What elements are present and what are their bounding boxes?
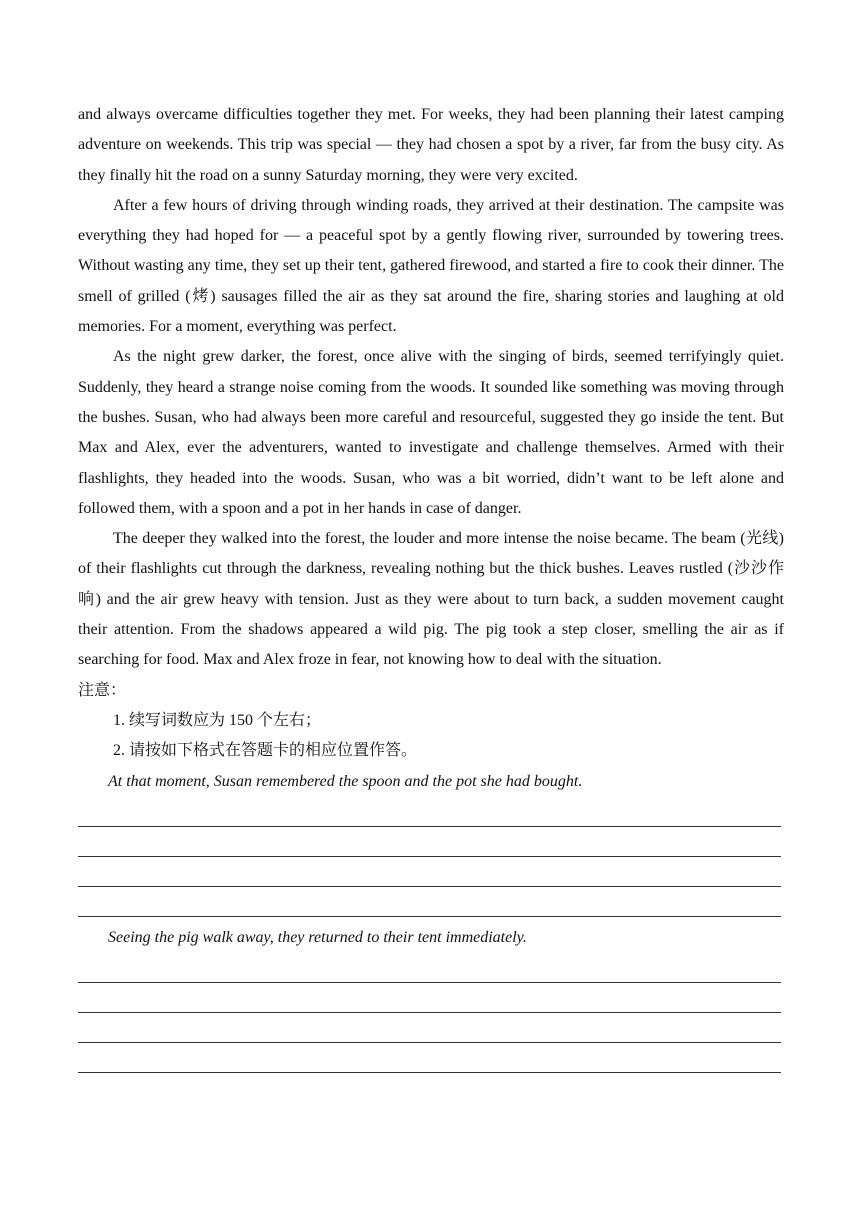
answer-line[interactable] [78,1013,781,1043]
answer-line[interactable] [78,827,781,857]
answer-line[interactable] [78,797,781,827]
passage-paragraph-4: The deeper they walked into the forest, the louder and more intense the noise became. The beam (光线) of their flashlights cut through the darkness, revealing nothing but the thick bushes. Leaves rustled (沙沙作响) and the air grew heavy with tension. Just as they were about to turn back, a sudden movement caught their attention. From the shadows appeared a wild pig. The pig took a step closer, smelling the air as if searching for food. Max and Alex froze in fear, not knowing how to deal with the situation. [78,530,784,669]
notes-label: 注意： [78,681,127,699]
answer-line[interactable] [78,857,781,887]
answer-line[interactable] [78,983,781,1013]
answer-line[interactable] [78,1043,781,1073]
note-item-1: 1. 续写词数应为 150 个左右； [113,711,322,729]
passage-paragraph-2: After a few hours of driving through winding roads, they arrived at their destination. The campsite was everything they had hoped for — a peaceful spot by a gently flowing river, surrounded by towering trees. Without wasting any time, they set up their tent, gathered firewood, and started a fire to cook their dinner. The smell of grilled (烤) sausages filled the air as they sat around the fire, sharing stories and laughing at old memories. For a moment, everything was perfect. [78,196,784,336]
answer-lines-2 [78,953,784,1073]
answer-line[interactable] [78,887,781,917]
passage-paragraph-1: and always overcame difficulties together they met. For weeks, they had been planning their latest camping adventure on weekends. This trip was special — they had chosen a spot by a river, far from the busy city. As they finally hit the road on a sunny Saturday morning, they were very excited. [78,106,784,184]
answer-line[interactable] [78,953,781,983]
note-item-2: 2. 请按如下格式在答题卡的相应位置作答。 [113,742,418,760]
document-page [78,100,784,1073]
answer-lines-1 [78,797,784,917]
continuation-prompt-2: Seeing the pig walk away, they returned to their tent immediately. [108,928,527,946]
passage-paragraph-3: As the night grew darker, the forest, once alive with the singing of birds, seemed terrifyingly quiet. Suddenly, they heard a strange noise coming from the woods. It sounded like something was moving through the bushes. Susan, who had always been more careful and resourceful, suggested they go inside the tent. But Max and Alex, ever the adventurers, wanted to investigate and challenge themselves. Armed with their flashlights, they headed into the woods. Susan, who was a bit worried, didn’t want to be left alone and followed them, with a spoon and a pot in her hands in case of danger. [78,348,784,517]
continuation-prompt-1: At that moment, Susan remembered the spoon and the pot she had bought. [108,772,583,790]
